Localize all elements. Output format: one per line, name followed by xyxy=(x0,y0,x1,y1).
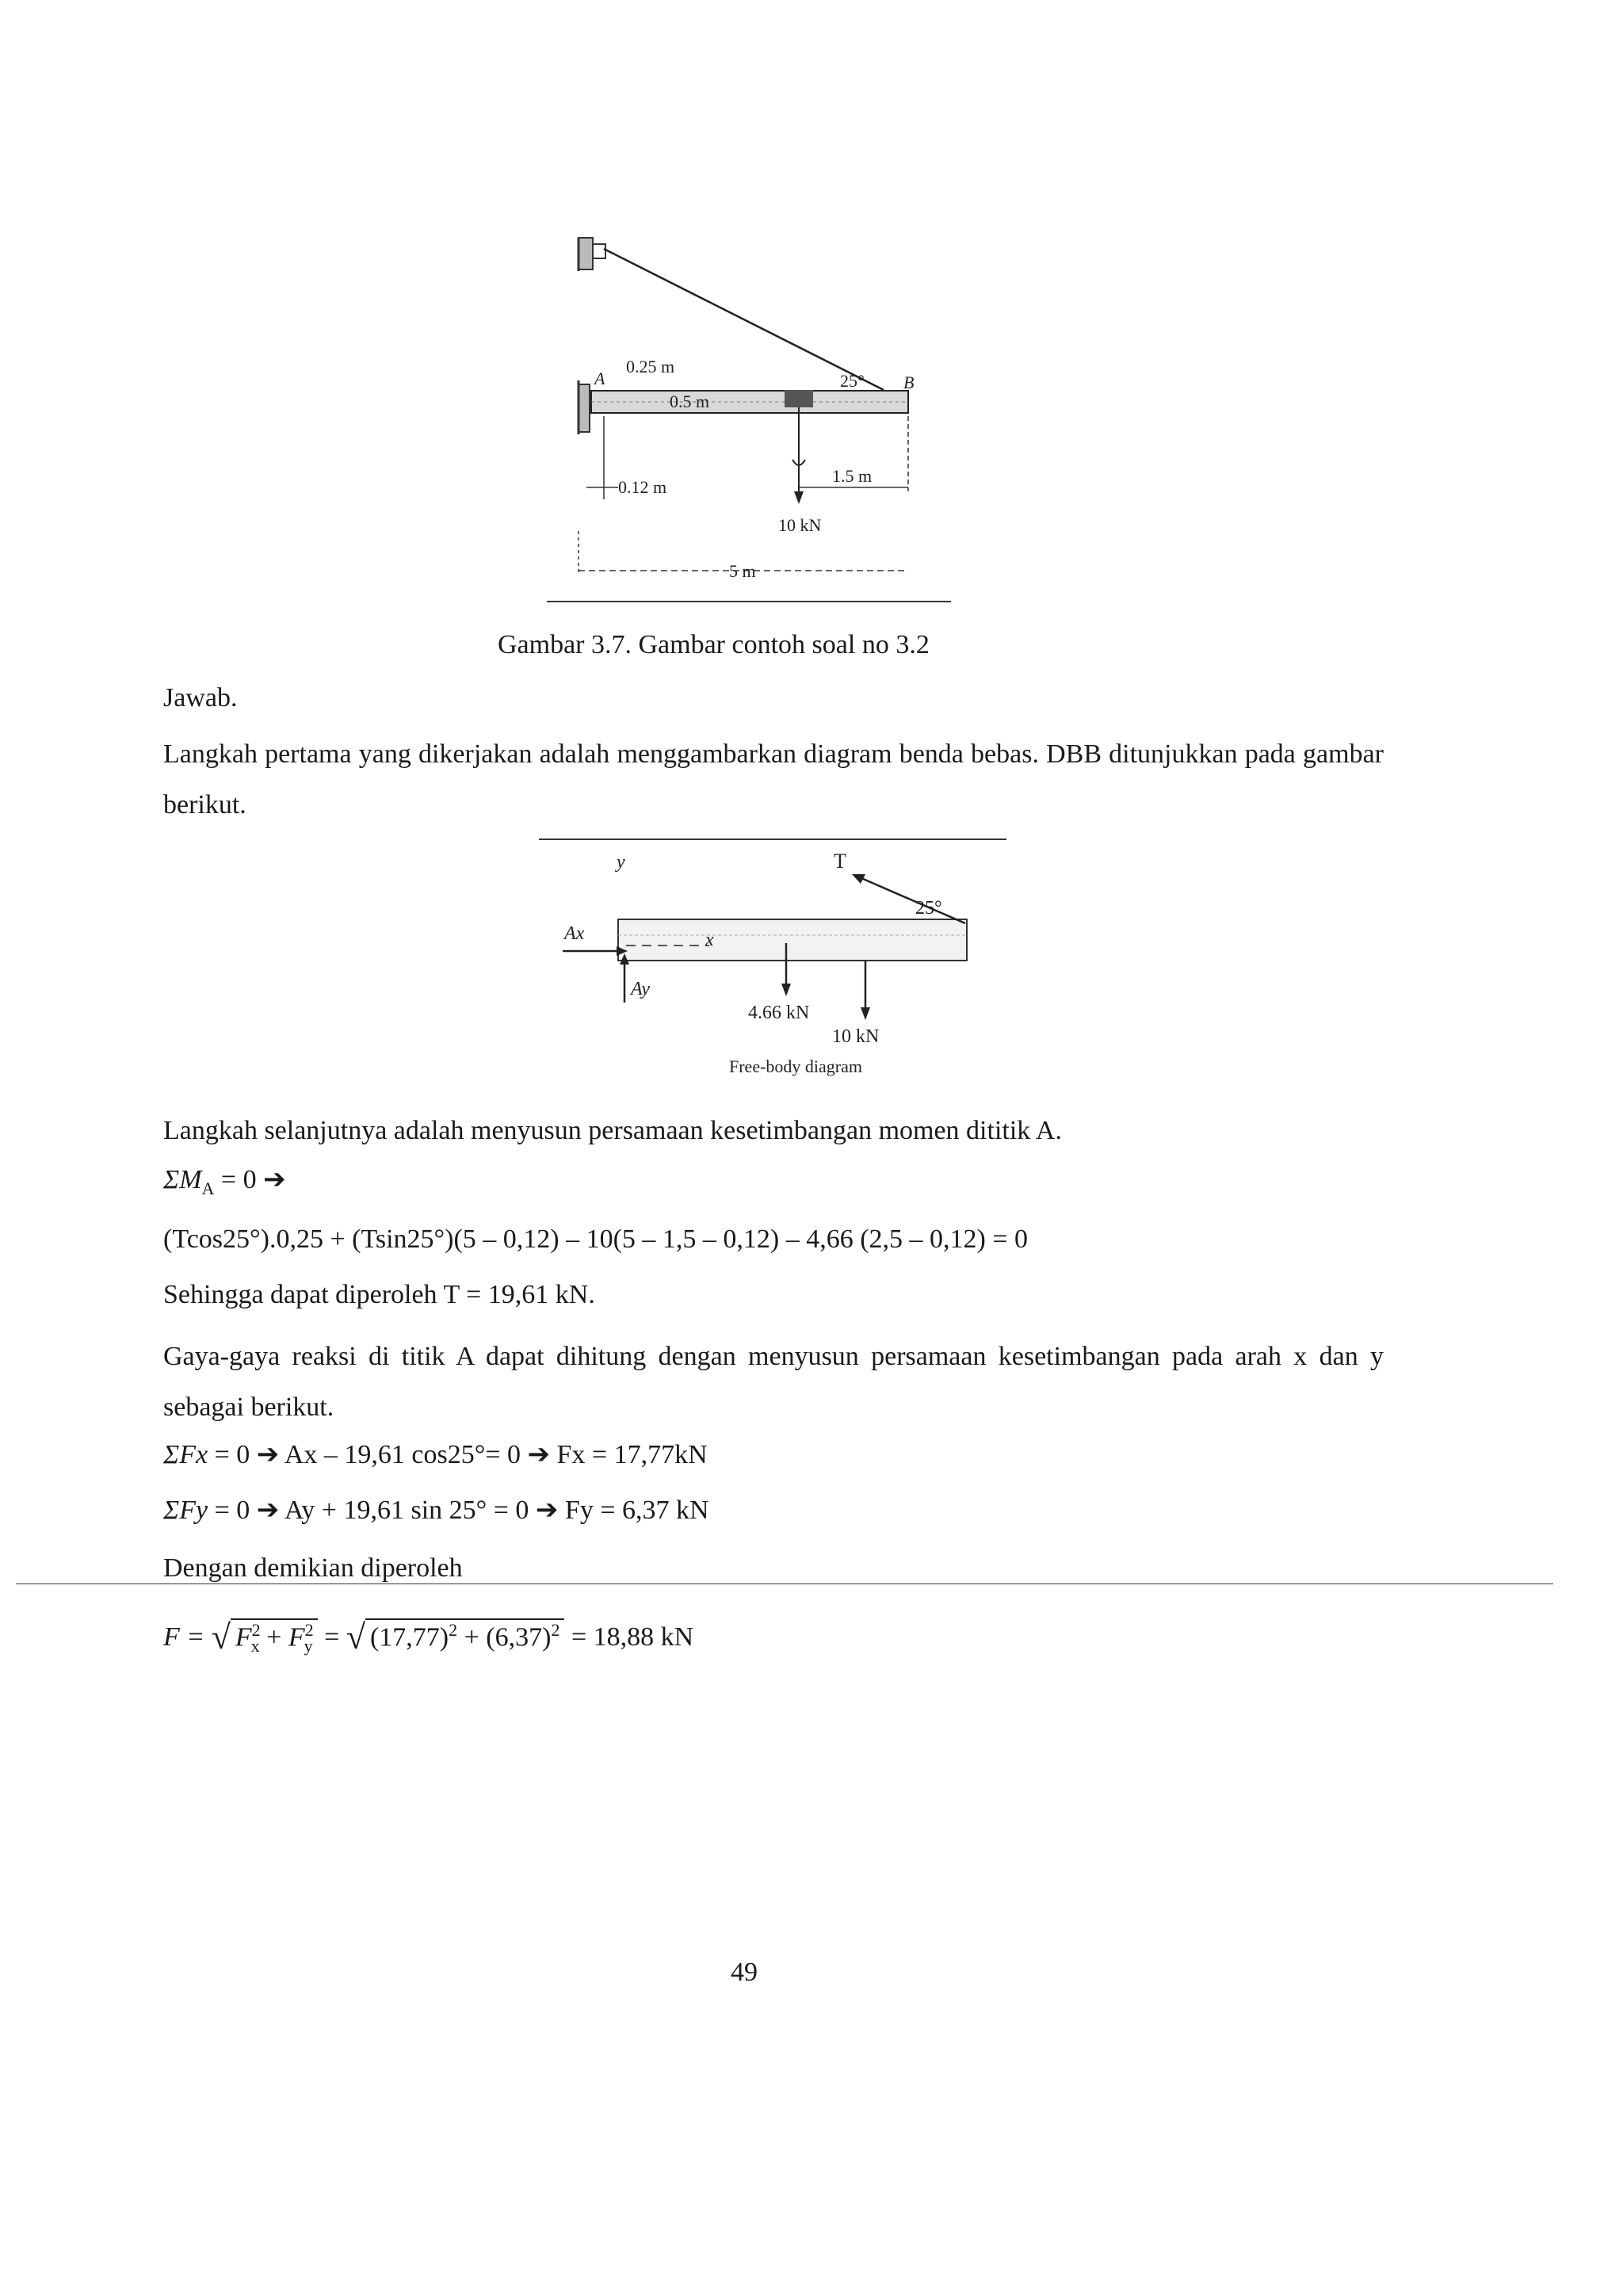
sqrt-icon: √ xyxy=(211,1618,231,1656)
page-number: 49 xyxy=(731,1958,758,1987)
figure-free-body-diagram xyxy=(555,844,999,1082)
moment-rest: = 0 ➔ xyxy=(214,1165,286,1194)
label-05: 0.5 m xyxy=(670,392,710,411)
fy-symbol: ΣFy xyxy=(163,1496,208,1525)
paragraph-3: Gaya-gaya reaksi di titik A dapat dihitung dengan menyusun persamaan kesetimbangan pada arah x dan y sebagai berikut. xyxy=(163,1342,1384,1422)
figure1-rule xyxy=(547,601,951,602)
equation-sum-fy xyxy=(163,1494,709,1526)
fbd-label-w: 4.66 kN xyxy=(748,1003,810,1023)
fy-rest: = 0 ➔ Ay + 19,61 sin 25° = 0 ➔ Fy = 6,37 kN xyxy=(208,1496,709,1525)
fbd-caption: Free-body diagram xyxy=(729,1056,862,1076)
fbd-label-load: 10 kN xyxy=(832,1026,880,1047)
fbd-label-angle: 25° xyxy=(915,898,942,919)
fx-symbol: ΣFx xyxy=(163,1440,208,1469)
sub-fy: y xyxy=(304,1635,313,1656)
value-fy: + (6,37) xyxy=(457,1622,552,1652)
equation-moment-sum xyxy=(163,1163,286,1199)
equation-sum-fx xyxy=(163,1438,708,1470)
figure-beam-diagram xyxy=(555,222,967,594)
moment-subscript: A xyxy=(201,1178,215,1198)
plus-1: + xyxy=(259,1622,288,1652)
resultant-value: = 18,88 kN xyxy=(564,1622,694,1652)
sub-fx: x xyxy=(250,1635,260,1656)
sup-fx: 2 xyxy=(251,1619,261,1640)
fbd-label-y: y xyxy=(617,852,625,873)
figure1-caption: Gambar 3.7. Gambar contoh soal no 3.2 xyxy=(498,630,930,659)
sup-fy: 2 xyxy=(304,1619,314,1640)
label-5: 5 m xyxy=(729,561,756,581)
sqrt-icon-2: √ xyxy=(346,1618,365,1656)
fbd-label-T: T xyxy=(834,850,846,873)
figure2-rule xyxy=(539,839,1006,840)
fx-rest: = 0 ➔ Ax – 19,61 cos25°= 0 ➔ Fx = 17,77kN xyxy=(208,1440,708,1469)
paragraph-2: Langkah selanjutnya adalah menyusun persamaan kesetimbangan momen dititik A. xyxy=(163,1116,1062,1145)
sup-value-fy: 2 xyxy=(551,1619,560,1640)
value-fx: (17,77) xyxy=(369,1622,449,1652)
result-tension: Sehingga dapat diperoleh T = 19,61 kN. xyxy=(163,1280,595,1309)
label-load: 10 kN xyxy=(778,515,822,535)
paragraph-4: Dengan demikian diperoleh xyxy=(163,1553,463,1583)
label-012: 0.12 m xyxy=(618,477,667,497)
equation-resultant xyxy=(163,1617,693,1657)
label-B: B xyxy=(903,372,915,392)
equals-1: = xyxy=(317,1622,346,1652)
sup-value-fx: 2 xyxy=(449,1619,458,1640)
jawab-label: Jawab. xyxy=(163,683,238,712)
label-A: A xyxy=(594,369,605,388)
sqrt-body-2 xyxy=(365,1618,564,1652)
fbd-label-x: x xyxy=(705,930,714,950)
paragraph-1: Langkah pertama yang dikerjakan adalah menggambarkan diagram benda bebas. DBB ditunjukkan pada gambar berikut. xyxy=(163,739,1384,819)
fbd-label-Ay: Ay xyxy=(631,979,650,999)
sqrt-body-1 xyxy=(231,1618,318,1656)
label-angle: 25° xyxy=(840,371,865,391)
equation-moment-full: (Tcos25°).0,25 + (Tsin25°)(5 – 0,12) – 10(5 – 1,5 – 0,12) – 4,66 (2,5 – 0,12) = 0 xyxy=(163,1224,1029,1254)
term-fy: F xyxy=(288,1622,305,1652)
fbd-label-Ax: Ax xyxy=(564,923,585,944)
label-15: 1.5 m xyxy=(832,466,873,486)
resultant-lhs: F = xyxy=(163,1622,212,1652)
term-fx: F xyxy=(235,1622,252,1652)
label-025: 0.25 m xyxy=(626,357,675,376)
moment-symbol: ΣM xyxy=(163,1165,202,1194)
